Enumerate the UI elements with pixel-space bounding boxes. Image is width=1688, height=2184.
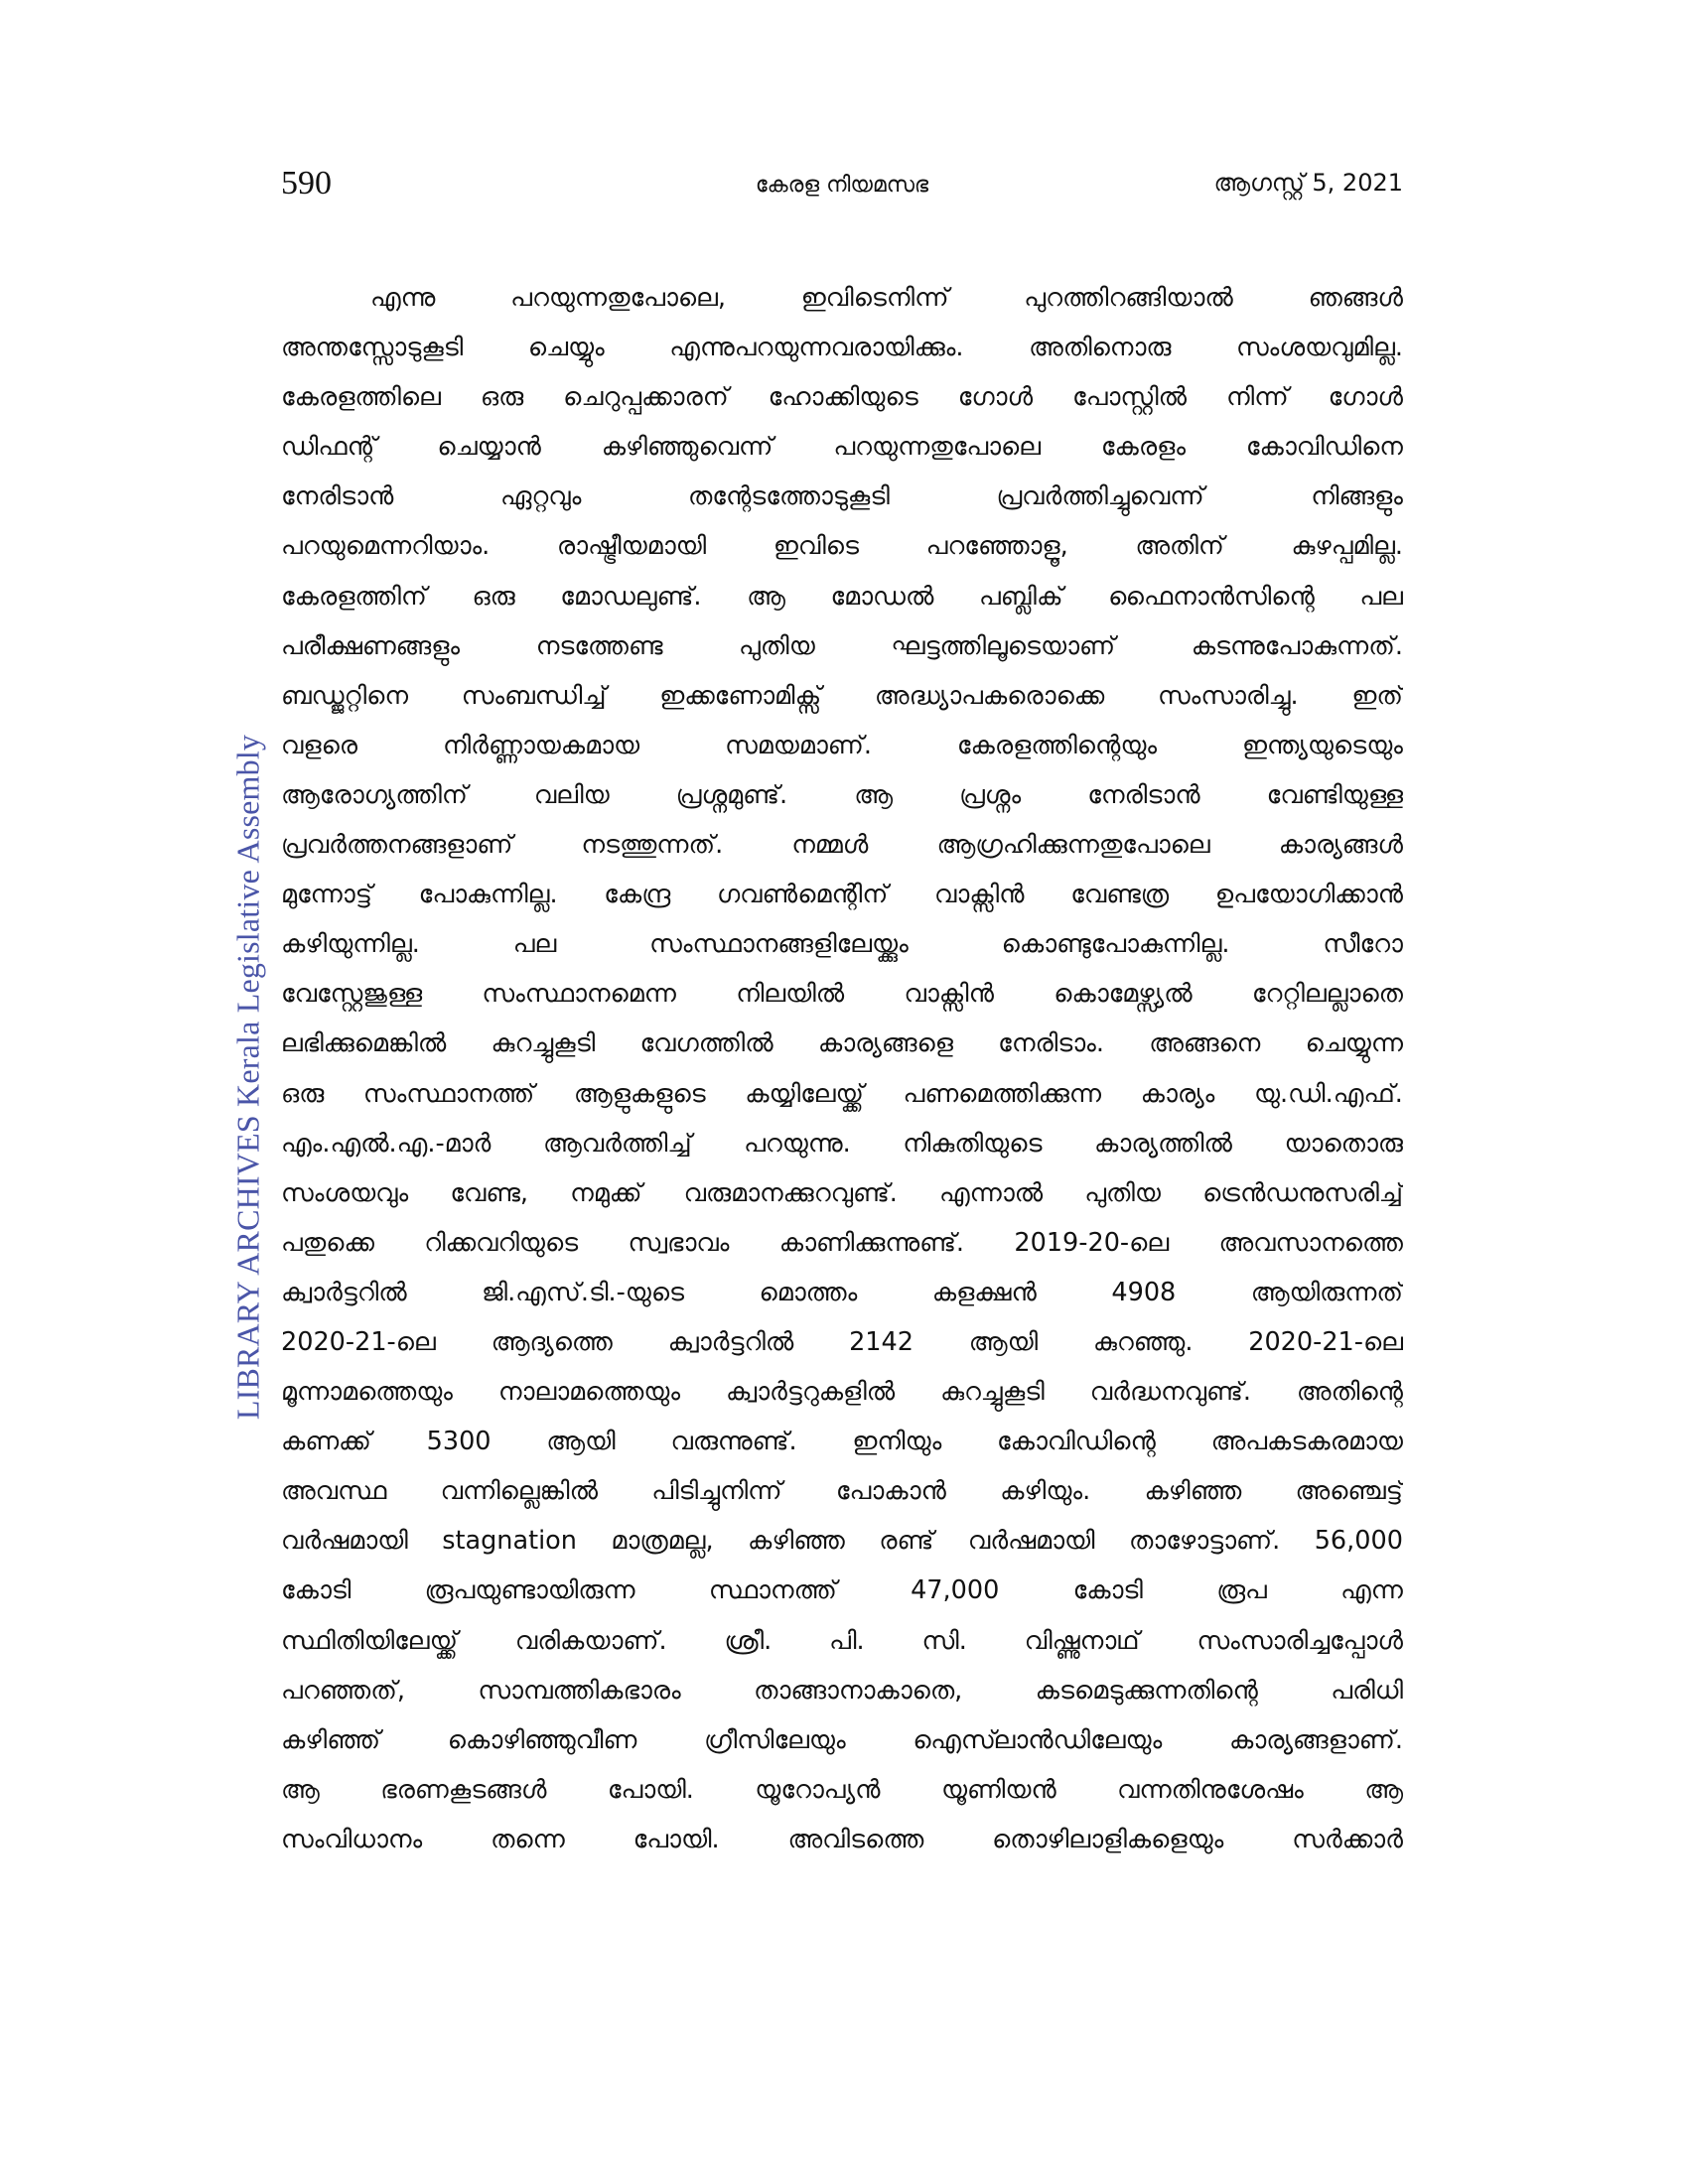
word: 2020-21-ലെ xyxy=(281,1326,436,1357)
text-line xyxy=(281,521,1403,571)
word: ഉപയോഗിക്കാൻ xyxy=(1214,880,1403,910)
word: പറയുന്നതുപോലെ xyxy=(833,432,1042,463)
word: വേണ്ടത്ര xyxy=(1070,880,1170,910)
word: സ്വഭാവം xyxy=(628,1227,730,1258)
page-number: 590 xyxy=(281,165,332,202)
word: ആവർത്തിച്ച് xyxy=(542,1128,692,1159)
text-line xyxy=(281,372,1403,422)
word: റിക്കവറിയുടെ xyxy=(424,1227,579,1258)
word: റേറ്റിലല്ലാതെ xyxy=(1251,979,1403,1010)
word: കഴിയുന്നില്ല. xyxy=(281,929,420,960)
word: വർദ്ധനവുണ്ട്. xyxy=(1089,1377,1251,1408)
word: സി. xyxy=(921,1625,967,1656)
word: തന്റേടത്തോടുകൂടി xyxy=(687,481,890,512)
body-text xyxy=(281,273,1403,1864)
word: യാതൊരു xyxy=(1284,1128,1403,1159)
word: പബ്ലിക് xyxy=(978,581,1063,612)
word: രാഷ്ട്രീയമായി xyxy=(556,531,707,562)
word: എന്ന xyxy=(1340,1575,1403,1606)
word: കണക്ക് xyxy=(281,1427,371,1457)
word: 56,000 xyxy=(1314,1526,1403,1557)
word: ആയി xyxy=(968,1326,1039,1357)
word: കഴിഞ്ഞ xyxy=(748,1526,845,1557)
word: പറഞ്ഞത്, xyxy=(281,1675,405,1706)
word: 2020-21-ലെ xyxy=(1248,1326,1403,1357)
word: കോവിഡിന്റെ xyxy=(997,1427,1156,1457)
word: കേരളത്തിന് xyxy=(281,581,427,612)
word: ക്വാർട്ടറിൽ xyxy=(281,1277,407,1307)
word: 5300 xyxy=(426,1427,492,1457)
word: കയ്യിലേയ്ക്ക് xyxy=(745,1078,864,1109)
word: നമ്മൾ xyxy=(791,830,869,861)
word: അവസ്ഥ xyxy=(281,1476,387,1507)
word: കാര്യങ്ങളെ xyxy=(817,1028,953,1059)
word: കാര്യത്തിൽ xyxy=(1094,1128,1232,1159)
word: കാര്യങ്ങളാണ്. xyxy=(1229,1724,1403,1755)
text-line xyxy=(281,1069,1403,1119)
word: കുറച്ചുകൂടി xyxy=(491,1028,596,1059)
word: ആളുകളുടെ xyxy=(573,1078,706,1109)
word: കുറഞ്ഞു. xyxy=(1092,1326,1194,1357)
word: നിങ്ങളും xyxy=(1311,481,1403,512)
word: ഭരണകൂടങ്ങൾ xyxy=(380,1774,547,1805)
word: 4908 xyxy=(1111,1277,1177,1307)
word: പറയുമെന്നറിയാം. xyxy=(281,531,491,562)
word: കാര്യം xyxy=(1140,1078,1215,1109)
word: സംശയവുമില്ല. xyxy=(1235,333,1403,363)
word: ഇവിടെനിന്ന് xyxy=(800,283,949,313)
word: വേണ്ടിയുള്ള xyxy=(1266,779,1403,810)
word: കുറച്ചുകൂടി xyxy=(940,1377,1045,1408)
word: കോടി xyxy=(281,1575,352,1606)
word: കൊണ്ടുപോകുന്നില്ല. xyxy=(1001,929,1230,960)
word: സംവിധാനം xyxy=(281,1824,423,1854)
text-line xyxy=(281,422,1403,472)
word: പരിധി xyxy=(1331,1675,1403,1706)
word: താങ്ങാനാകാതെ, xyxy=(754,1675,963,1706)
word: കടന്നുപോകുന്നത്. xyxy=(1191,630,1403,661)
word: കാണിക്കുന്നുണ്ട്. xyxy=(778,1227,965,1258)
word: നിർണ്ണായകമായ xyxy=(443,730,640,760)
word: വളരെ xyxy=(281,730,358,760)
word: കടമെടുക്കുന്നതിന്റെ xyxy=(1035,1675,1258,1706)
word: ചെയ്യുന്ന xyxy=(1305,1028,1403,1059)
word: പ്രവർത്തനങ്ങളാണ് xyxy=(281,830,513,861)
word: ഏറ്റവും xyxy=(499,481,582,512)
word: പ്രശ്നം xyxy=(959,779,1022,810)
word: മോഡൽ xyxy=(830,581,934,612)
word: കോടി xyxy=(1072,1575,1143,1606)
word: നേരിടാം. xyxy=(998,1028,1104,1059)
text-line xyxy=(281,1417,1403,1466)
word: പുതിയ xyxy=(739,630,815,661)
word: ഒരു xyxy=(480,382,524,413)
word: സമയമാണ്. xyxy=(725,730,872,760)
word: യു.ഡി.എഫ്. xyxy=(1253,1078,1403,1109)
word: ട്രെൻഡനുസരിച്ച് xyxy=(1202,1177,1403,1208)
word: സംസാരിച്ചപ്പോൾ xyxy=(1196,1625,1403,1656)
word: എന്നാൽ xyxy=(939,1177,1044,1208)
text-line xyxy=(281,472,1403,521)
word: ആ xyxy=(747,581,785,612)
word: മൂന്നാമത്തെയും xyxy=(281,1377,453,1408)
word: സ്ഥിതിയിലേയ്ക്ക് xyxy=(281,1625,458,1656)
word: വേസ്റ്റേജുള്ള xyxy=(281,979,423,1010)
text-line xyxy=(281,1616,1403,1666)
word: വാക്സിൻ xyxy=(904,979,994,1010)
word: ആഗ്രഹിക്കുന്നതുപോലെ xyxy=(936,830,1210,861)
word: വരികയാണ്. xyxy=(514,1625,667,1656)
text-line xyxy=(281,1765,1403,1815)
word: പി. xyxy=(829,1625,865,1656)
word: ആ xyxy=(854,779,893,810)
word: ഗ്രീസിലേയും xyxy=(704,1724,846,1755)
word: ശ്രീ. xyxy=(724,1625,773,1656)
word: മോഡലുണ്ട്. xyxy=(560,581,702,612)
word: ഗോൾ xyxy=(1328,382,1403,413)
text-line xyxy=(281,1268,1403,1317)
word: നേരിടാൻ xyxy=(281,481,394,512)
word: നികുതിയുടെ xyxy=(903,1128,1043,1159)
word: കഴിഞ്ഞ് xyxy=(281,1724,381,1755)
word: ഇനിയും xyxy=(852,1427,942,1457)
word: ആയിരുന്നത് xyxy=(1250,1277,1403,1307)
text-line xyxy=(281,969,1403,1019)
text-line xyxy=(281,1168,1403,1218)
word: പോകുന്നില്ല. xyxy=(418,880,558,910)
text-line xyxy=(281,1715,1403,1765)
word: ഗോൾ xyxy=(957,382,1034,413)
text-line xyxy=(281,870,1403,919)
word: ആ xyxy=(281,1774,320,1805)
word: സാമ്പത്തികഭാരം xyxy=(478,1675,681,1706)
word: രൂപയുണ്ടായിരുന്ന xyxy=(424,1575,635,1606)
word: അങ്ങനെ xyxy=(1149,1028,1261,1059)
word: പറയുന്നു. xyxy=(744,1128,851,1159)
word: അപകടകരമായ xyxy=(1210,1427,1403,1457)
word: അദ്ധ്യാപകരൊക്കെ xyxy=(874,680,1105,711)
word: നടത്തുന്നത്. xyxy=(581,830,724,861)
word: സ്ഥാനത്ത് xyxy=(708,1575,837,1606)
word: യൂണിയൻ xyxy=(940,1774,1056,1805)
word: ഇത് xyxy=(1351,680,1403,711)
text-line xyxy=(281,1019,1403,1068)
word: അഞ്ചെട്ട് xyxy=(1295,1476,1403,1507)
word: ജി.എസ്.ടി.-യുടെ xyxy=(482,1277,685,1307)
word: സംബന്ധിച്ച് xyxy=(461,680,607,711)
word: പോകാൻ xyxy=(835,1476,946,1507)
text-line xyxy=(281,1367,1403,1417)
word: സംസാരിച്ചു. xyxy=(1157,680,1299,711)
word: പോയി. xyxy=(633,1824,720,1854)
word: ചെയ്യും xyxy=(527,333,605,363)
header-date: ആഗസ്റ്റ് 5, 2021 xyxy=(1213,169,1403,197)
word: വർഷമായി xyxy=(967,1526,1095,1557)
word: ക്വാർട്ടറുകളിൽ xyxy=(725,1377,896,1408)
word: 47,000 xyxy=(911,1575,1000,1606)
word: നിലയിൽ xyxy=(736,979,845,1010)
word: വലിയ xyxy=(533,779,610,810)
word: അതിന്റെ xyxy=(1296,1377,1403,1408)
word: കേന്ദ്ര xyxy=(604,880,671,910)
word: ഇക്കണോമിക്സ് xyxy=(659,680,822,711)
word: പല xyxy=(512,929,557,960)
word: ഡിഫന്റ് xyxy=(281,432,377,463)
word: കഴിഞ്ഞ xyxy=(1144,1476,1242,1507)
word: സീറോ xyxy=(1323,929,1403,960)
word: പോയി. xyxy=(607,1774,694,1805)
word: കേരളം xyxy=(1100,432,1187,463)
word: നേരിടാൻ xyxy=(1087,779,1200,810)
word: കുഴപ്പമില്ല. xyxy=(1291,531,1403,562)
word: പിടിച്ചുനിന്ന് xyxy=(651,1476,782,1507)
word: വിഷ്ണുനാഥ് xyxy=(1024,1625,1140,1656)
word: ഫൈനാൻസിന്റെ xyxy=(1108,581,1315,612)
word: വരുന്നുണ്ട്. xyxy=(670,1427,797,1457)
word: 2142 xyxy=(849,1326,914,1357)
word: രൂപ xyxy=(1216,1575,1267,1606)
word: അവസാനത്തെ xyxy=(1218,1227,1403,1258)
word: ഹോക്കിയുടെ xyxy=(768,382,918,413)
word: സംസ്ഥാനങ്ങളിലേയ്ക്കും xyxy=(649,929,909,960)
word: ഘട്ടത്തിലൂടെയാണ് xyxy=(891,630,1116,661)
word: അതിനൊരു xyxy=(1029,333,1172,363)
word: വന്നതിനുശേഷം xyxy=(1117,1774,1304,1805)
word: വേണ്ട, xyxy=(450,1177,529,1208)
text-line xyxy=(281,919,1403,969)
word: സംസ്ഥാനത്ത് xyxy=(362,1078,535,1109)
text-line xyxy=(281,1119,1403,1168)
word: ആ xyxy=(1364,1774,1403,1805)
word: കഴിഞ്ഞുവെന്ന് xyxy=(601,432,774,463)
word: ഒരു xyxy=(281,1078,325,1109)
word: ചെയ്യാൻ xyxy=(437,432,541,463)
word: പ്രശ്നമുണ്ട്. xyxy=(675,779,788,810)
word: സർക്കാർ xyxy=(1292,1824,1403,1854)
text-line xyxy=(281,1317,1403,1367)
word: പതുക്കെ xyxy=(281,1227,374,1258)
word: ലഭിക്കുമെങ്കിൽ xyxy=(281,1028,447,1059)
word: പല xyxy=(1359,581,1403,612)
word: വന്നില്ലെങ്കിൽ xyxy=(440,1476,598,1507)
word: ആദ്യത്തെ xyxy=(491,1326,613,1357)
header-title: കേരള നിയമസഭ xyxy=(755,173,929,198)
word: ഇന്ത്യയുടെയും xyxy=(1242,730,1403,760)
word: മാത്രമല്ല, xyxy=(611,1526,714,1557)
text-line xyxy=(281,1516,1403,1566)
word: പ്രവർത്തിച്ചുവെന്ന് xyxy=(996,481,1204,512)
word: അന്തസ്സോടുകൂടി xyxy=(281,333,464,363)
word: പറയുന്നതുപോലെ, xyxy=(510,283,726,313)
text-line xyxy=(281,820,1403,870)
word: കേരളത്തിന്റെയും xyxy=(956,730,1158,760)
word: വർഷമായി xyxy=(281,1526,408,1557)
word: ആരോഗ്യത്തിന് xyxy=(281,779,468,810)
text-line xyxy=(281,1566,1403,1615)
word: വാക്സിൻ xyxy=(934,880,1025,910)
word: പുതിയ xyxy=(1084,1177,1161,1208)
word: കളക്ഷൻ xyxy=(931,1277,1037,1307)
word: ഇവിടെ xyxy=(773,531,859,562)
text-line xyxy=(281,721,1403,770)
word: അതിന് xyxy=(1135,531,1224,562)
word: കഴിയും. xyxy=(1000,1476,1091,1507)
text-line xyxy=(281,1815,1403,1864)
word: യൂറോപ്യൻ xyxy=(755,1774,881,1805)
word: ക്വാർട്ടറിൽ xyxy=(667,1326,794,1357)
text-line xyxy=(281,621,1403,671)
word: മൊത്തം xyxy=(759,1277,858,1307)
word: വരുമാനക്കുറവുണ്ട്. xyxy=(683,1177,898,1208)
text-line xyxy=(281,572,1403,621)
word: കേരളത്തിലെ xyxy=(281,382,441,413)
word: നാലാമത്തെയും xyxy=(497,1377,681,1408)
word: പരീക്ഷണങ്ങളും xyxy=(281,630,461,661)
word: നടത്തേണ്ട xyxy=(535,630,663,661)
word: അവിടത്തെ xyxy=(787,1824,924,1854)
word: നിന്ന് xyxy=(1226,382,1289,413)
word: എം.എൽ.എ.-മാർ xyxy=(281,1128,492,1159)
word: തൊഴിലാളികളെയും xyxy=(992,1824,1224,1854)
word: പണമെത്തിക്കുന്ന xyxy=(903,1078,1102,1109)
word: എന്നു xyxy=(370,283,436,313)
word: ചെറുപ്പക്കാരന് xyxy=(563,382,729,413)
word: ഒരു xyxy=(472,581,515,612)
text-line xyxy=(281,1666,1403,1715)
text-line xyxy=(281,323,1403,372)
page-header xyxy=(281,165,1403,224)
text-line xyxy=(281,671,1403,721)
word: ഞങ്ങൾ xyxy=(1308,283,1403,313)
word: പറഞ്ഞോളൂ, xyxy=(925,531,1068,562)
word: കോവിഡിനെ xyxy=(1245,432,1403,463)
word: നമുക്ക് xyxy=(570,1177,642,1208)
word: സംസ്ഥാനമെന്ന xyxy=(482,979,676,1010)
word: തന്നെ xyxy=(491,1824,565,1854)
word: ഐസ്‍ലാൻഡിലേയും xyxy=(913,1724,1163,1755)
archive-watermark: LIBRARY ARCHIVES Kerala Legislative Assembly xyxy=(229,734,266,1421)
word: പോസ്റ്റിൽ xyxy=(1072,382,1188,413)
word: സംശയവും xyxy=(281,1177,409,1208)
word: കൊമേഴ്സ്യൽ xyxy=(1054,979,1193,1010)
word: 2019-20-ലെ xyxy=(1014,1227,1170,1258)
word: ബഡ്ജറ്റിനെ xyxy=(281,680,408,711)
word: ഗവൺമെന്റിന് xyxy=(716,880,889,910)
word: കൊഴിഞ്ഞുവീണ xyxy=(447,1724,637,1755)
text-line xyxy=(281,1218,1403,1268)
word: വേഗത്തിൽ xyxy=(639,1028,774,1059)
word: stagnation xyxy=(442,1526,577,1557)
word: ആയി xyxy=(546,1427,616,1457)
text-line xyxy=(281,770,1403,820)
word: രണ്ട് xyxy=(879,1526,934,1557)
text-line xyxy=(281,1466,1403,1516)
word: മുന്നോട്ട് xyxy=(281,880,372,910)
word: താഴോട്ടാണ്. xyxy=(1129,1526,1281,1557)
word: കാര്യങ്ങൾ xyxy=(1278,830,1403,861)
word: പുറത്തിറങ്ങിയാൽ xyxy=(1024,283,1233,313)
word: എന്നുപറയുന്നവരായിക്കും. xyxy=(669,333,964,363)
text-line xyxy=(281,273,1403,323)
